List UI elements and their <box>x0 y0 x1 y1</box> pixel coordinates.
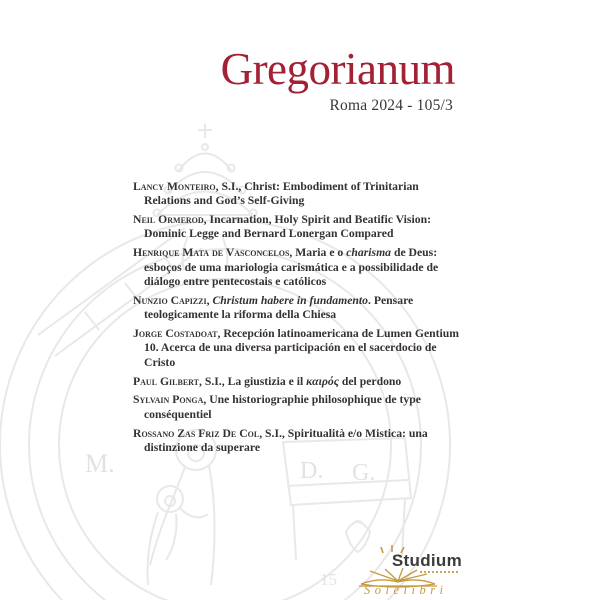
solelibri-wordmark: Solelibri <box>364 583 448 597</box>
entry-title-part: de Deus: esboços de uma mariologia carismática e a possibilidade de diálogo entre pentecostais e católicos <box>144 246 439 288</box>
masthead <box>221 46 455 115</box>
studium-wordmark: Studium <box>391 551 462 570</box>
toc-entry <box>133 393 460 422</box>
entry-title-part: La giustizia e il <box>227 374 307 388</box>
entry-title-part: . Pensare teologicamente la riforma della Chiesa <box>144 293 414 322</box>
journal-title: Gregorianum <box>220 44 455 94</box>
entry-author: Nunzio Capizzi, <box>133 293 213 307</box>
entry-title-part: Christum habere in fundamento <box>212 293 368 307</box>
entry-title-part: Maria e o <box>295 246 347 260</box>
toc-entry <box>133 375 460 389</box>
entry-title-part: καιρός <box>306 374 339 388</box>
entry-author: Sylvain Ponga, <box>133 393 210 407</box>
entry-title-part: Spiritualità e/o Mistica: una distinzione da superare <box>144 426 428 454</box>
toc-entry <box>133 327 460 370</box>
toc-entry <box>133 294 460 323</box>
entry-title-part: Christ: Embodiment of Trinitarian Relations and God’s Self-Giving <box>144 180 419 208</box>
toc-entry <box>133 180 460 209</box>
seal-letter-m: M. <box>85 449 115 478</box>
issue-line: Roma 2024 - 105/3 <box>329 97 453 115</box>
toc-entry <box>133 246 460 289</box>
toc-entry <box>133 213 460 242</box>
entry-author: Rossano Zas Friz De Col, S.I., <box>133 426 288 440</box>
entry-title-part: del perdono <box>338 374 402 388</box>
toc-list <box>133 180 460 460</box>
entry-title-part: charisma <box>346 246 392 260</box>
entry-author: Henrique Mata de Vasconcelos, <box>133 246 296 260</box>
toc-entry <box>133 427 460 456</box>
entry-author: Neil Ormerod, <box>133 213 210 227</box>
seal-letter-g: G. <box>352 460 376 486</box>
seal-numerals: 15 <box>320 570 337 589</box>
entry-author: Jorge Costadoat, <box>133 327 224 341</box>
seal-letter-d: D. <box>300 458 324 484</box>
entry-title-part: Recepción latinoamericana de Lumen Gentium 10. Acerca de una diversa participación en el sacerdocio de Cristo <box>144 327 460 369</box>
entry-author: Paul Gilbert, S.I., <box>133 374 228 388</box>
entry-title-part: Une historiographie philosophique de type conséquentiel <box>144 393 421 421</box>
entry-author: Lancy Monteiro, S.I., <box>133 180 245 193</box>
entry-title-part: Incarnation, Holy Spirit and Beatific Vision: Dominic Legge and Bernard Lonergan Compared <box>144 213 431 241</box>
publisher-logo <box>358 544 464 598</box>
